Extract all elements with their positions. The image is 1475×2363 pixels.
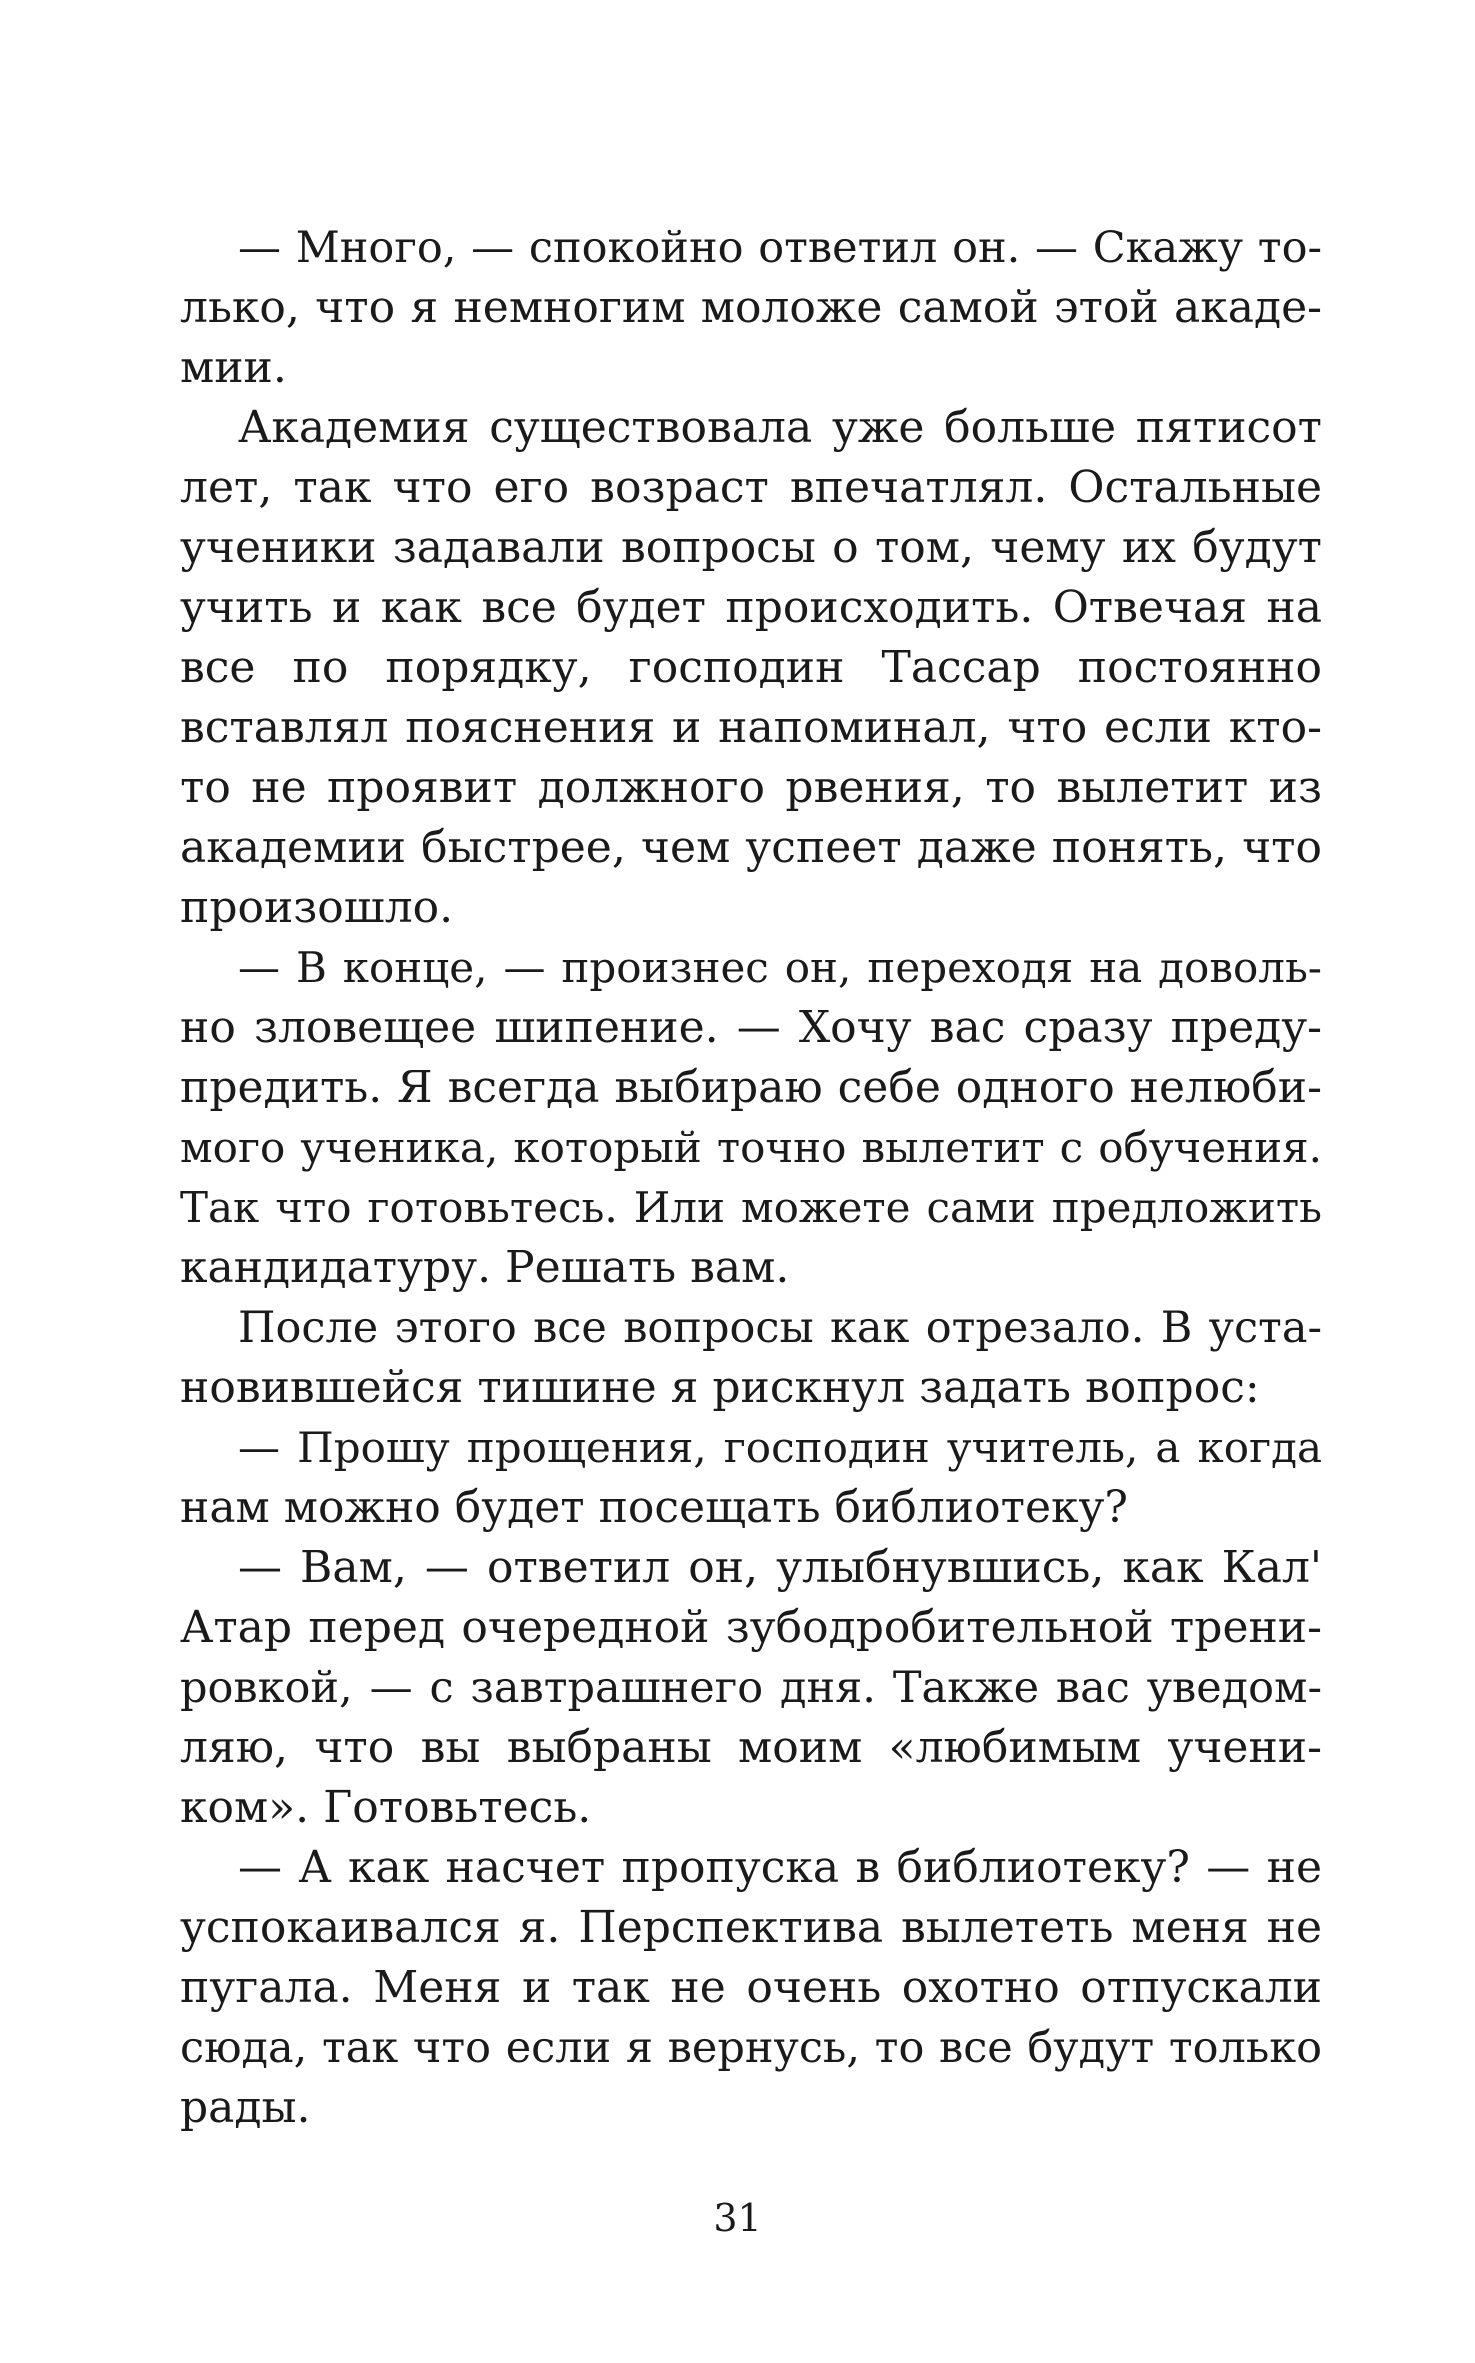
text-line: то не проявит должного рвения, то вылетит из — [180, 762, 1322, 813]
text-line: ровкой, — с завтрашнего дня. Также вас уведом- — [180, 1663, 1322, 1713]
text-line: но зловещее шипение. — Хочу вас сразу преду- — [180, 1002, 1322, 1053]
text-line: пугала. Меня и так не очень охотно отпускали — [180, 1962, 1322, 2013]
text-line: — В конце, — произнес он, переходя на доволь- — [238, 943, 1322, 992]
text-line: все по порядку, господин Тассар постоянно — [180, 642, 1322, 693]
text-line: — А как насчет пропуска в библиотеку? — не — [238, 1842, 1322, 1893]
text-line: произошло. — [180, 882, 454, 933]
text-line: сюда, так что если я вернусь, то все будут только — [180, 2023, 1322, 2073]
text-line: мии. — [180, 342, 287, 393]
text-line: нам можно будет посещать библиотеку? — [180, 1482, 1128, 1533]
text-line: — Вам, — ответил он, улыбнувшись, как Кал' — [238, 1542, 1322, 1593]
text-line: ученики задавали вопросы о том, чему их будут — [180, 522, 1322, 573]
text-line: успокаивался я. Перспектива вылететь меня не — [180, 1902, 1322, 1953]
body-text — [180, 218, 1322, 2138]
text-line: академии быстрее, чем успеет даже понять, что — [180, 822, 1322, 873]
text-line: — Прошу прощения, господин учитель, а когда — [238, 1423, 1322, 1472]
text-line: После этого все вопросы как отрезало. В уста- — [238, 1303, 1322, 1353]
text-line: лько, что я немногим моложе самой этой акаде- — [180, 282, 1322, 333]
page-number: 31 — [713, 2196, 762, 2240]
text-line: новившейся тишине я рискнул задать вопрос: — [180, 1362, 1260, 1413]
text-line: учить и как все будет происходить. Отвечая на — [180, 582, 1322, 633]
text-line: мого ученика, который точно вылетит с обучения. — [180, 1123, 1322, 1172]
text-line: лет, так что его возраст впечатлял. Остальные — [180, 462, 1322, 513]
text-line: Академия существовала уже больше пятисот — [238, 402, 1322, 453]
text-line: Атар перед очередной зубодробительной трени- — [180, 1602, 1322, 1653]
text-line: предить. Я всегда выбираю себе одного нелюби- — [180, 1062, 1322, 1113]
text-line: ком». Готовьтесь. — [180, 1782, 592, 1833]
text-line: ляю, что вы выбраны моим «любимым учени- — [180, 1722, 1322, 1773]
text-line: вставлял пояснения и напоминал, что если кто- — [180, 702, 1322, 753]
text-line: кандидатуру. Решать вам. — [180, 1242, 790, 1293]
text-line: рады. — [180, 2082, 311, 2133]
text-line: Так что готовьтесь. Или можете сами предложить — [180, 1183, 1322, 1232]
text-line: — Много, — спокойно ответил он. — Скажу то- — [238, 223, 1322, 273]
